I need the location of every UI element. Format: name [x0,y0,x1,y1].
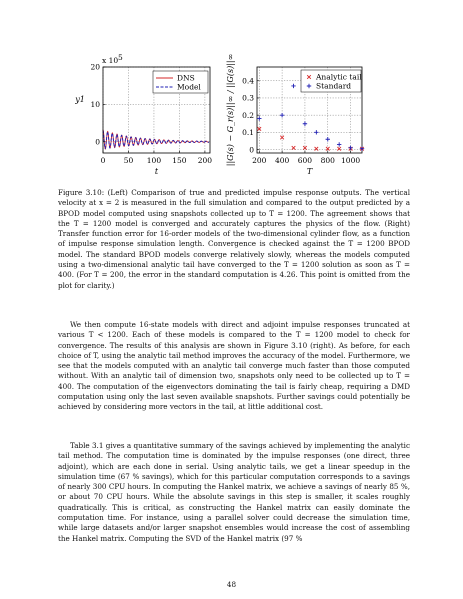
left-series-model-line [103,130,209,148]
right-x-axis-label: T [306,167,313,176]
left-y-tick-label: 20 [90,62,100,72]
paragraph-2: Table 3.1 gives a quantitative summary of the savings achieved by implementing the analytic tail method. The computation time is dominated by the impulse responses (one direct, three adjoint), which are each done in serial. Using analytic tails, we get a linear speedup in the simulation time (67 % savings), which for this particular computation corresponds to a savings of nearly 300 CPU hours. In computing the Hankel matrix, we achieve a savings of nearly 85 %, or about 70 CPU hours. While the absolute savings in this step is smaller, it scales roughly quadratically. This is critical, as constructing the Hankel matrix can easily dominate the computation time. For instance, using a parallel solver could decrease the simulation time, while large datasets and/or larger snapshot ensembles would increase the cost of assembling the Hankel matrix. Computing the SVD of the Hankel matrix (97 % [58,441,410,543]
right-standard-point [326,137,330,141]
left-y-axis-label: y1 [75,95,85,104]
right-analytic-tail-point [315,147,319,151]
right-analytic-tail-point [280,136,284,140]
right-x-tick-label: 1000 [341,156,361,165]
right-y-tick-label: 0.2 [242,110,254,120]
right-standard-point [337,142,341,146]
left-y-tick-label: 10 [90,100,100,110]
right-standard-point [303,122,307,126]
figure-caption: Figure 3.10: (Left) Comparison of true and predicted impulse response outputs. The vertical velocity at x = 2 is measured in the full simulation and compared to the output predicted by a BPOD model computed using snapshots collected up to T = 1200. The agreement shows that the T = 1200 model is converged and accurately captures the physics of the flow. (Right) Transfer function error for 16-order models of the two-dimensional cylinder flow, as a function of impulse response simulation length. Convergence is checked against the T = 1200 BPOD model. The standard BPOD models converge relatively slowly, whereas the models computed using a two-dimensional analytic tail have converged to the T = 1200 solution as soon as T = 400. (For T = 200, the error in the standard computation is 4.26. This point is omitted from the plot for clarity.) [58,188,410,290]
right-y-tick-label: 0.1 [242,128,254,138]
right-standard-point [280,113,284,117]
left-x-tick-label: 100 [146,156,162,165]
right-x-tick-label: 400 [274,156,290,165]
left-legend-dns-label: DNS [177,73,195,83]
figure-plots [55,55,415,187]
right-plot-transfer-error [226,54,364,176]
left-x-tick-label: 0 [100,156,106,165]
right-y-tick-label: 0 [249,145,254,155]
right-x-tick-label: 600 [297,156,313,165]
right-x-tick-label: 200 [252,156,267,165]
left-y-multiplier: x 10 [102,56,119,65]
paragraph-1: We then compute 16-state models with direct and adjoint impulse responses truncated at various T < 1200. Each of these models is compared to the T = 1200 model to check for convergence. The results of this analysis are shown in Figure 3.10 (right). As before, for each choice of T, using the analytic tail method improves the accuracy of the model. Furthermore, we see that the models computed with an analytic tail converge much faster than those computed without. With an analytic tail of dimension two, snapshots only need to be collected up to T = 400. The computation of the eigenvectors dominating the tail is fairly cheap, requiring a DMD computation using only the last seven available snapshots. Further savings could potentially be achieved by considering more vectors in the tail, at little additional cost. [58,320,410,412]
right-legend-standard-label: Standard [316,81,352,91]
right-y-tick-label: 0.4 [242,76,254,86]
right-standard-point [257,116,261,120]
right-legend-analytic-label: Analytic tail [316,72,362,82]
right-analytic-tail-point [337,147,341,151]
right-standard-point [291,84,295,88]
left-x-tick-label: 150 [172,156,187,165]
page-number: 48 [226,580,237,589]
right-analytic-tail-point [326,147,330,151]
figure-3-10 [55,55,415,187]
left-x-tick-label: 200 [197,156,213,165]
right-analytic-tail-point [292,146,296,150]
right-x-tick-label: 800 [320,156,335,165]
left-y-multiplier-exp: 5 [118,53,123,62]
right-y-tick-label: 0.3 [242,93,254,103]
right-standard-point [314,130,318,134]
left-plot-impulse-response [74,53,212,176]
left-y-tick-label: 0 [95,137,100,147]
right-y-axis-label: ||G(s) − G_r(s)||∞ / ||G(s)||∞ [226,53,235,167]
left-x-axis-label: t [154,167,159,176]
left-legend-model-label: Model [177,82,201,92]
left-x-tick-label: 50 [123,156,134,165]
